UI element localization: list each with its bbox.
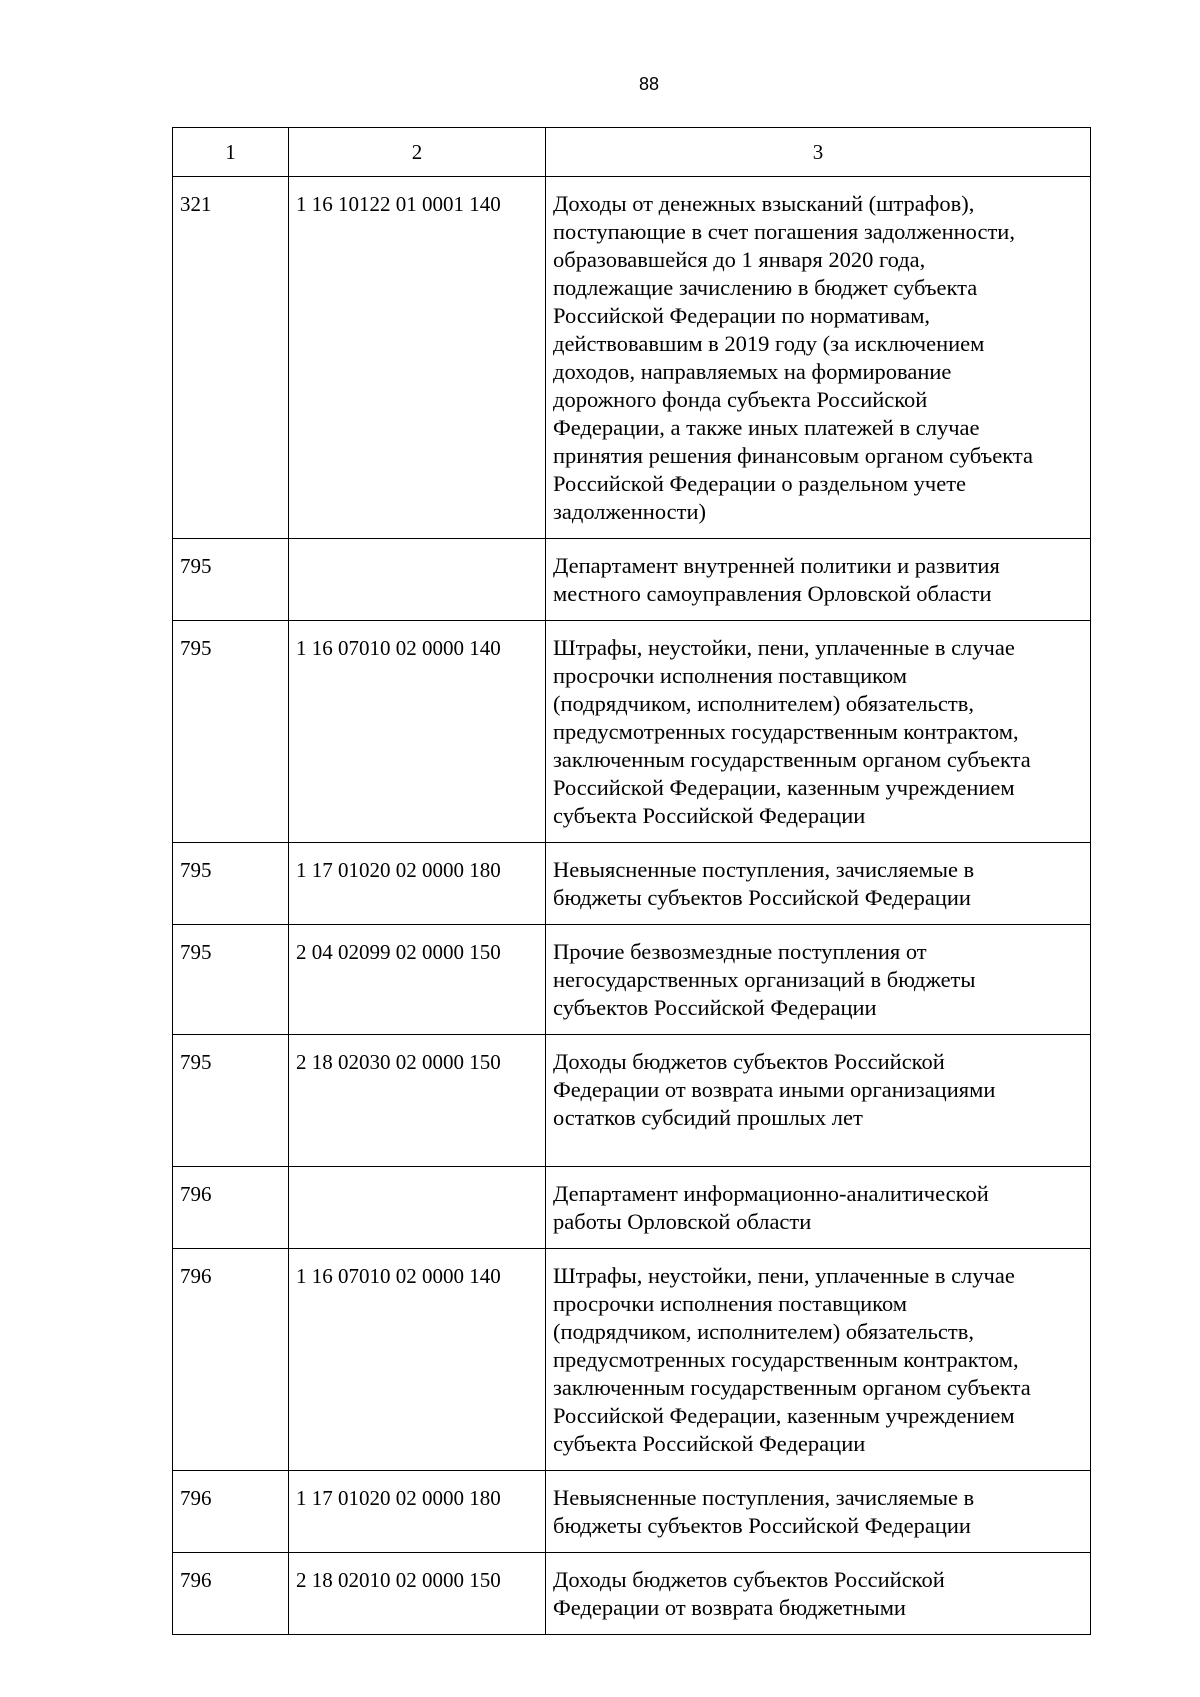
column-header-2: 2 [289,128,546,177]
description-line: Прочие безвозмездные поступления от [553,939,927,964]
admin-code-cell: 795 [173,843,289,925]
description-line: Федерации, а также иных платежей в случае [553,415,980,440]
table-row [173,1035,1091,1167]
budget-classification-code-cell: 2 18 02030 02 0000 150 [289,1035,546,1167]
description-line: просрочки исполнения поставщиком [553,663,908,688]
description-line: остатков субсидий прошлых лет [553,1105,863,1130]
description-cell [546,925,1091,1035]
description-line: работы Орловской области [553,1209,812,1234]
table-row [173,1249,1091,1471]
description-line: Федерации от возврата бюджетными [553,1595,906,1620]
description-line: доходов, направляемых на формирование [553,359,952,384]
description-cell [546,1035,1091,1167]
description-line: Российской Федерации, казенным учреждением [553,1403,1015,1428]
admin-code-cell: 795 [173,621,289,843]
admin-code-cell: 795 [173,925,289,1035]
description-line: Невыясненные поступления, зачисляемые в [553,857,975,882]
table-row [173,925,1091,1035]
description-line: Штрафы, неустойки, пени, уплаченные в случае [553,1263,1015,1288]
table-row [173,843,1091,925]
description-cell [546,1167,1091,1249]
header-row [173,128,1091,177]
budget-classification-code-cell: 2 18 02010 02 0000 150 [289,1553,546,1635]
description-cell [546,539,1091,621]
description-line: Доходы бюджетов субъектов Российской [553,1049,945,1074]
description-line: дорожного фонда субъекта Российской [553,387,928,412]
description-line: Доходы бюджетов субъектов Российской [553,1567,945,1592]
description-line: бюджеты субъектов Российской Федерации [553,1513,971,1538]
budget-classification-code-cell: 1 16 10122 01 0001 140 [289,177,546,539]
table-row [173,177,1091,539]
column-header-3: 3 [546,128,1091,177]
budget-classification-code-cell: 1 16 07010 02 0000 140 [289,1249,546,1471]
description-line: Федерации от возврата иными организациями [553,1077,996,1102]
description-line: подлежащие зачислению в бюджет субъекта [553,275,978,300]
description-cell [546,1553,1091,1635]
description-line: предусмотренных государственным контрактом, [553,1347,1019,1372]
description-line: субъекта Российской Федерации [553,803,866,828]
admin-code-cell: 795 [173,539,289,621]
description-line: местного самоуправления Орловской области [553,581,992,606]
description-cell [546,177,1091,539]
description-cell [546,621,1091,843]
budget-classification-code-cell [289,539,546,621]
budget-classification-code-cell [289,1167,546,1249]
description-line: действовавшим в 2019 году (за исключением [553,331,985,356]
admin-code-cell: 796 [173,1167,289,1249]
description-line: Российской Федерации, казенным учреждением [553,775,1015,800]
table-row [173,539,1091,621]
table-row [173,621,1091,843]
budget-classification-code-cell: 1 17 01020 02 0000 180 [289,843,546,925]
description-line: Доходы от денежных взысканий (штрафов), [553,191,975,216]
admin-code-cell: 796 [173,1471,289,1553]
description-line: заключенным государственным органом субъекта [553,747,1031,772]
column-header-1: 1 [173,128,289,177]
description-line: (подрядчиком, исполнителем) обязательств, [553,691,974,716]
description-line: Российской Федерации о раздельном учете [553,471,967,496]
budget-classification-code-cell: 2 04 02099 02 0000 150 [289,925,546,1035]
description-line: бюджеты субъектов Российской Федерации [553,885,971,910]
description-cell [546,843,1091,925]
table-row [173,1471,1091,1553]
description-line: Невыясненные поступления, зачисляемые в [553,1485,975,1510]
admin-code-cell: 321 [173,177,289,539]
budget-classification-code-cell: 1 17 01020 02 0000 180 [289,1471,546,1553]
description-line: предусмотренных государственным контрактом, [553,719,1019,744]
income-codes-table [172,127,1091,1635]
budget-classification-code-cell: 1 16 07010 02 0000 140 [289,621,546,843]
description-cell [546,1471,1091,1553]
description-line: принятия решения финансовым органом субъекта [553,443,1034,468]
table-body [173,177,1091,1635]
description-line: (подрядчиком, исполнителем) обязательств, [553,1319,974,1344]
admin-code-cell: 795 [173,1035,289,1167]
admin-code-cell: 796 [173,1553,289,1635]
description-cell [546,1249,1091,1471]
table-row [173,1553,1091,1635]
description-line: субъекта Российской Федерации [553,1431,866,1456]
table-header [173,128,1091,177]
admin-code-cell: 796 [173,1249,289,1471]
page-number: 88 [638,74,660,94]
description-line: заключенным государственным органом субъекта [553,1375,1031,1400]
description-line: просрочки исполнения поставщиком [553,1291,908,1316]
description-line: Департамент информационно-аналитической [553,1181,989,1206]
description-line: Российской Федерации по нормативам, [553,303,931,328]
table-row [173,1167,1091,1249]
description-line: поступающие в счет погашения задолженности, [553,219,1015,244]
description-line: Департамент внутренней политики и развития [553,553,1000,578]
description-line: субъектов Российской Федерации [553,995,877,1020]
description-line: образовавшейся до 1 января 2020 года, [553,247,926,272]
description-line: Штрафы, неустойки, пени, уплаченные в случае [553,635,1015,660]
description-line: негосударственных организаций в бюджеты [553,967,976,992]
description-line: задолженности) [553,499,706,524]
